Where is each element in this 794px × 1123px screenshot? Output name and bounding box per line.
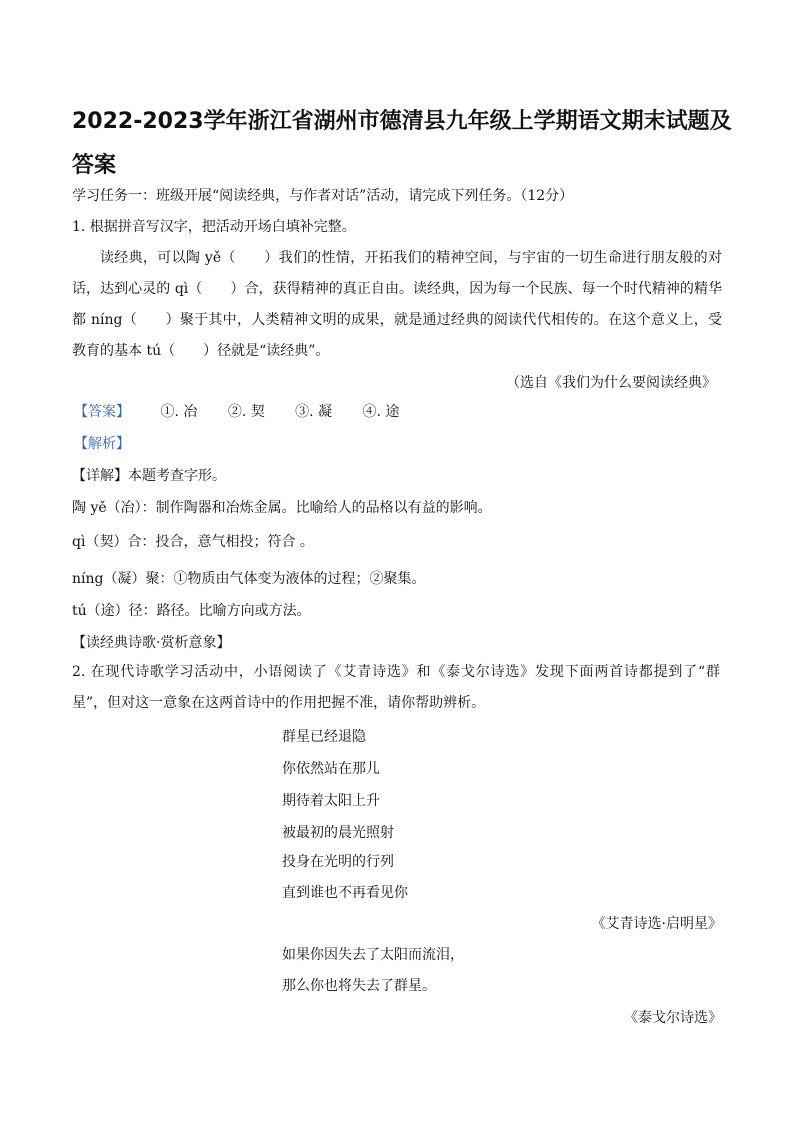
question-2-stem: 2. 在现代诗歌学习活动中，小语阅读了《艾青诗选》和《泰戈尔诗选》发现下面两首诗都提到了“群星”，但对这一意象在这两首诗中的作用把握不准，请你帮助辨析。	[72, 664, 720, 711]
detail-line: 【详解】本题考查字形。	[72, 468, 226, 484]
explanation-line: 陶 yě（冶）：制作陶器和冶炼金属。比喻给人的品格以有益的影响。	[72, 500, 492, 516]
poem-line: 期待着太阳上升	[282, 793, 380, 809]
answer-row	[74, 401, 399, 423]
task-heading: 学习任务一：班级开展“阅读经典，与作者对话”活动，请完成下列任务。（12分）	[72, 188, 574, 204]
question-1-stem: 1. 根据拼音写汉字，把活动开场白填补完整。	[72, 219, 356, 235]
answer-item: ③. 凝	[295, 404, 333, 420]
page-title: 2022-2023学年浙江省湖州市德清县九年级上学期语文期末试题及答案	[72, 109, 732, 178]
poem-line: 如果你因失去了太阳而流泪，	[282, 947, 464, 963]
poem-line: 你依然站在那儿	[282, 761, 380, 777]
poem-line: 群星已经退隐	[282, 729, 366, 745]
answer-item: ①. 冶	[160, 404, 198, 420]
poem-line: 直到谁也不再看见你	[282, 885, 408, 901]
poem-source: 《艾青诗选·启明星》	[591, 916, 722, 932]
question-1-passage: 读经典，可以陶 yě（ ）我们的性情，开拓我们的精神空间，与宇宙的一切生命进行朋友般的对话，达到心灵的 qì（ ）合，获得精神的真正自由。读经典，因为每一个民族、每一个时代精神的精华都 níng（ ）聚于其中，人类精神文明的成果，就是通过经典的阅读代代相传的。在这个意义上，受教育的基本 tú（ ）径就是“读经典”。	[72, 250, 722, 359]
poem-line: 投身在光明的行列	[282, 854, 394, 870]
poem-source: 《泰戈尔诗选》	[624, 1010, 722, 1026]
poem-line: 那么你也将失去了群星。	[282, 978, 436, 994]
answer-item: ②. 契	[227, 404, 265, 420]
explanation-line: níng（凝）聚：①物质由气体变为液体的过程；②聚集。	[72, 571, 426, 587]
poem-line: 被最初的晨光照射	[282, 825, 394, 841]
explanation-line: tú（途）径：路径。比喻方向或方法。	[72, 603, 311, 619]
answer-item: ④. 途	[362, 404, 400, 420]
section-heading: 【读经典诗歌·赏析意象】	[72, 635, 231, 651]
analysis-label: 【解析】	[74, 436, 130, 452]
passage-source: （选自《我们为什么要阅读经典》	[506, 375, 716, 391]
answer-label: 【答案】	[74, 404, 130, 420]
explanation-line: qì（契）合：投合，意气相投；符合 。	[72, 534, 314, 550]
